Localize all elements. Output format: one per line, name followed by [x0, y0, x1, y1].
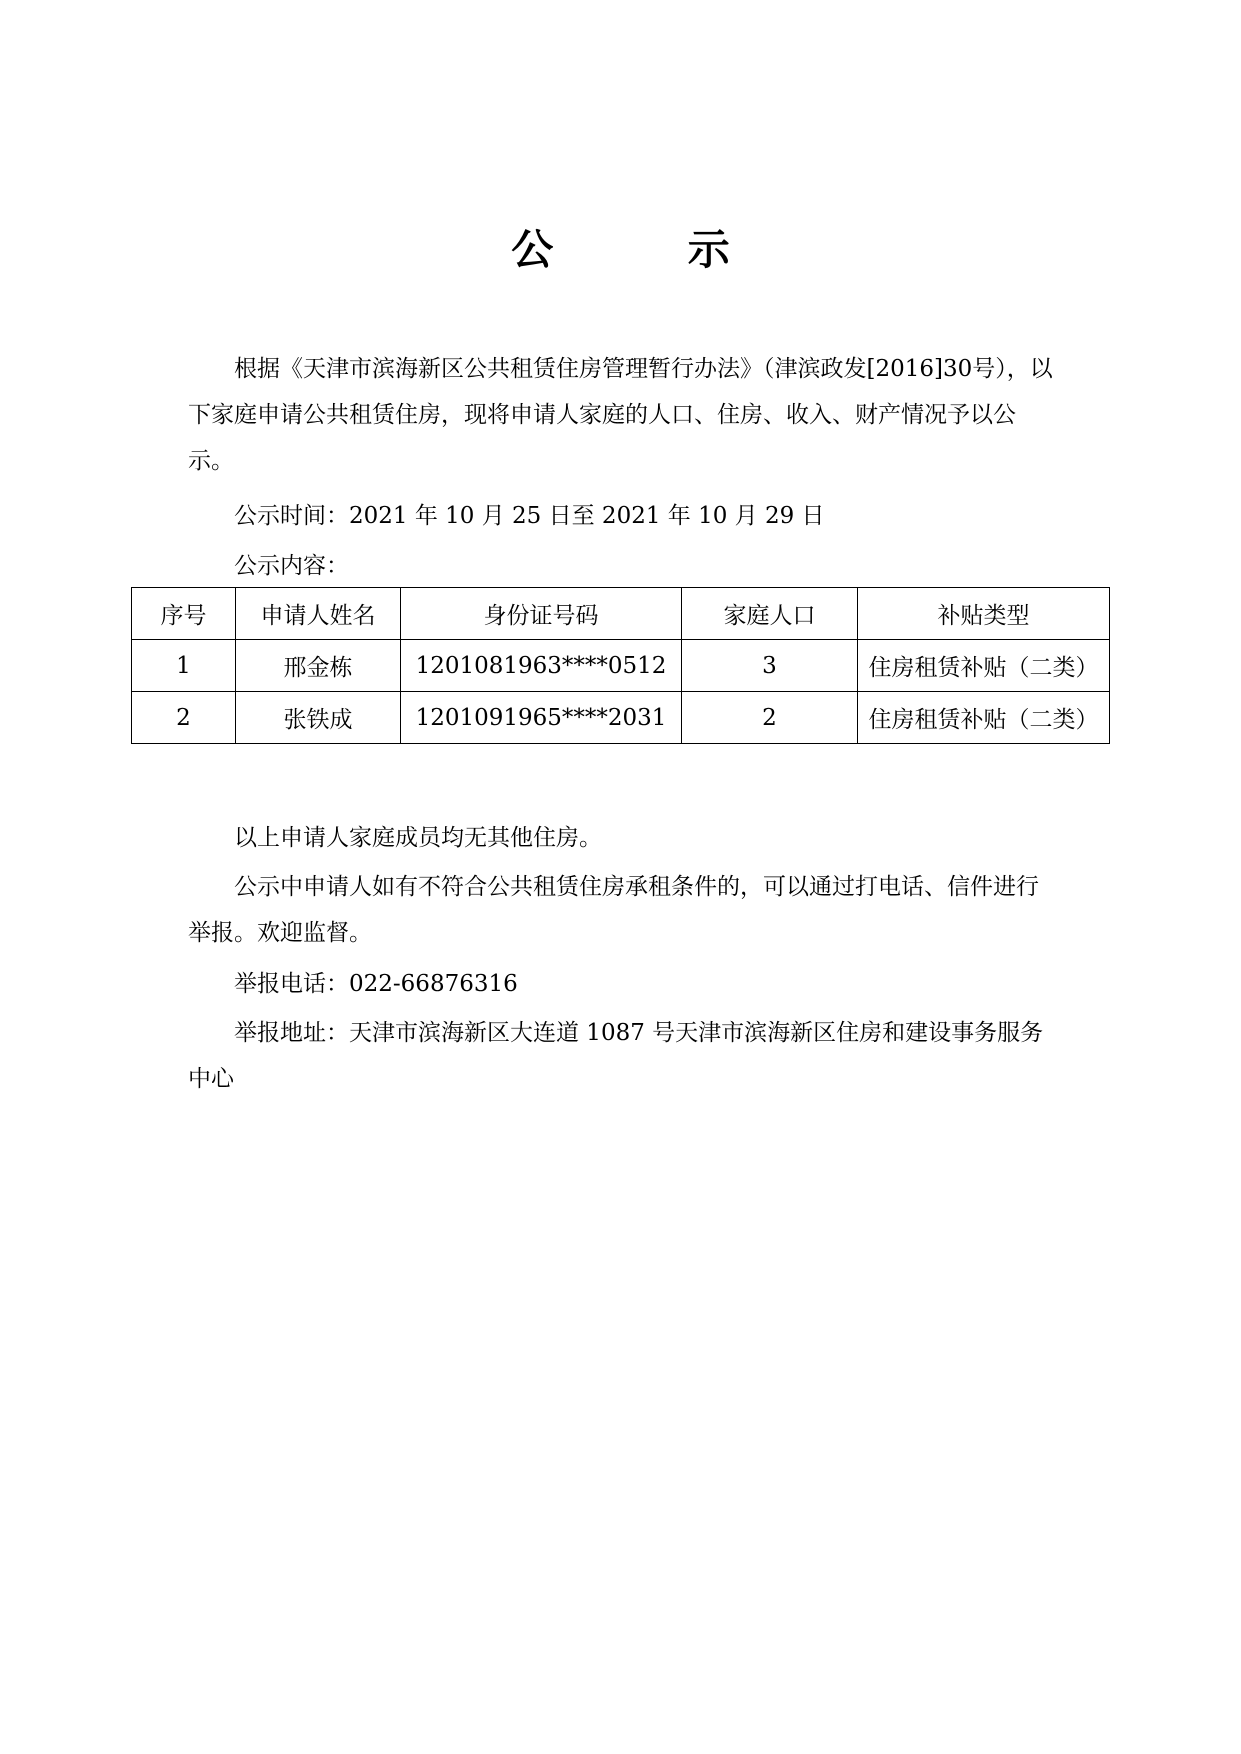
cell-subsidy-type: 住房租赁补贴（二类）: [858, 692, 1110, 744]
intro-paragraph: 根据《天津市滨海新区公共租赁住房管理暂行办法》（津滨政发[2016]30号），以下家庭申请公共租赁住房，现将申请人家庭的人口、住房、收入、财产情况予以公示。: [188, 356, 1053, 474]
header-id-number: 身份证号码: [401, 588, 682, 640]
cell-household-size: 2: [682, 692, 858, 744]
publicity-content-label: 公示内容：: [234, 553, 349, 579]
header-applicant-name: 申请人姓名: [236, 588, 401, 640]
cell-seq: 2: [132, 692, 236, 744]
page-title: 公 示: [511, 225, 790, 274]
publicity-time-label: 公示时间：: [234, 503, 349, 529]
header-subsidy-type: 补贴类型: [858, 588, 1110, 640]
table-header-row: [132, 588, 1110, 640]
report-phone: [234, 961, 518, 1007]
header-household-size: 家庭人口: [682, 588, 858, 640]
report-address-value: 天津市滨海新区大连道 1087 号天津市滨海新区住房和建设事务服务中心: [188, 1020, 1044, 1092]
cell-seq: 1: [132, 640, 236, 692]
cell-id-number: 1201091965****2031: [401, 692, 682, 744]
report-phone-label: 举报电话：: [234, 971, 349, 997]
cell-subsidy-type: 住房租赁补贴（二类）: [858, 640, 1110, 692]
cell-applicant-name: 张铁成: [236, 692, 401, 744]
note-no-other-housing: 以上申请人家庭成员均无其他住房。: [234, 825, 602, 851]
publicity-time-value: 2021 年 10 月 25 日至 2021 年 10 月 29 日: [349, 503, 825, 529]
table-row: [132, 692, 1110, 744]
cell-applicant-name: 邢金栋: [236, 640, 401, 692]
applicant-table: [131, 587, 1110, 744]
report-phone-value: 022-66876316: [349, 971, 518, 997]
header-seq: 序号: [132, 588, 236, 640]
cell-id-number: 1201081963****0512: [401, 640, 682, 692]
report-address: [188, 1010, 1058, 1102]
publicity-time: [234, 493, 825, 539]
table-row: [132, 640, 1110, 692]
report-address-label: 举报地址：: [234, 1020, 349, 1046]
cell-household-size: 3: [682, 640, 858, 692]
note-report: 公示中申请人如有不符合公共租赁住房承租条件的，可以通过打电话、信件进行举报。欢迎监督。: [188, 874, 1039, 946]
